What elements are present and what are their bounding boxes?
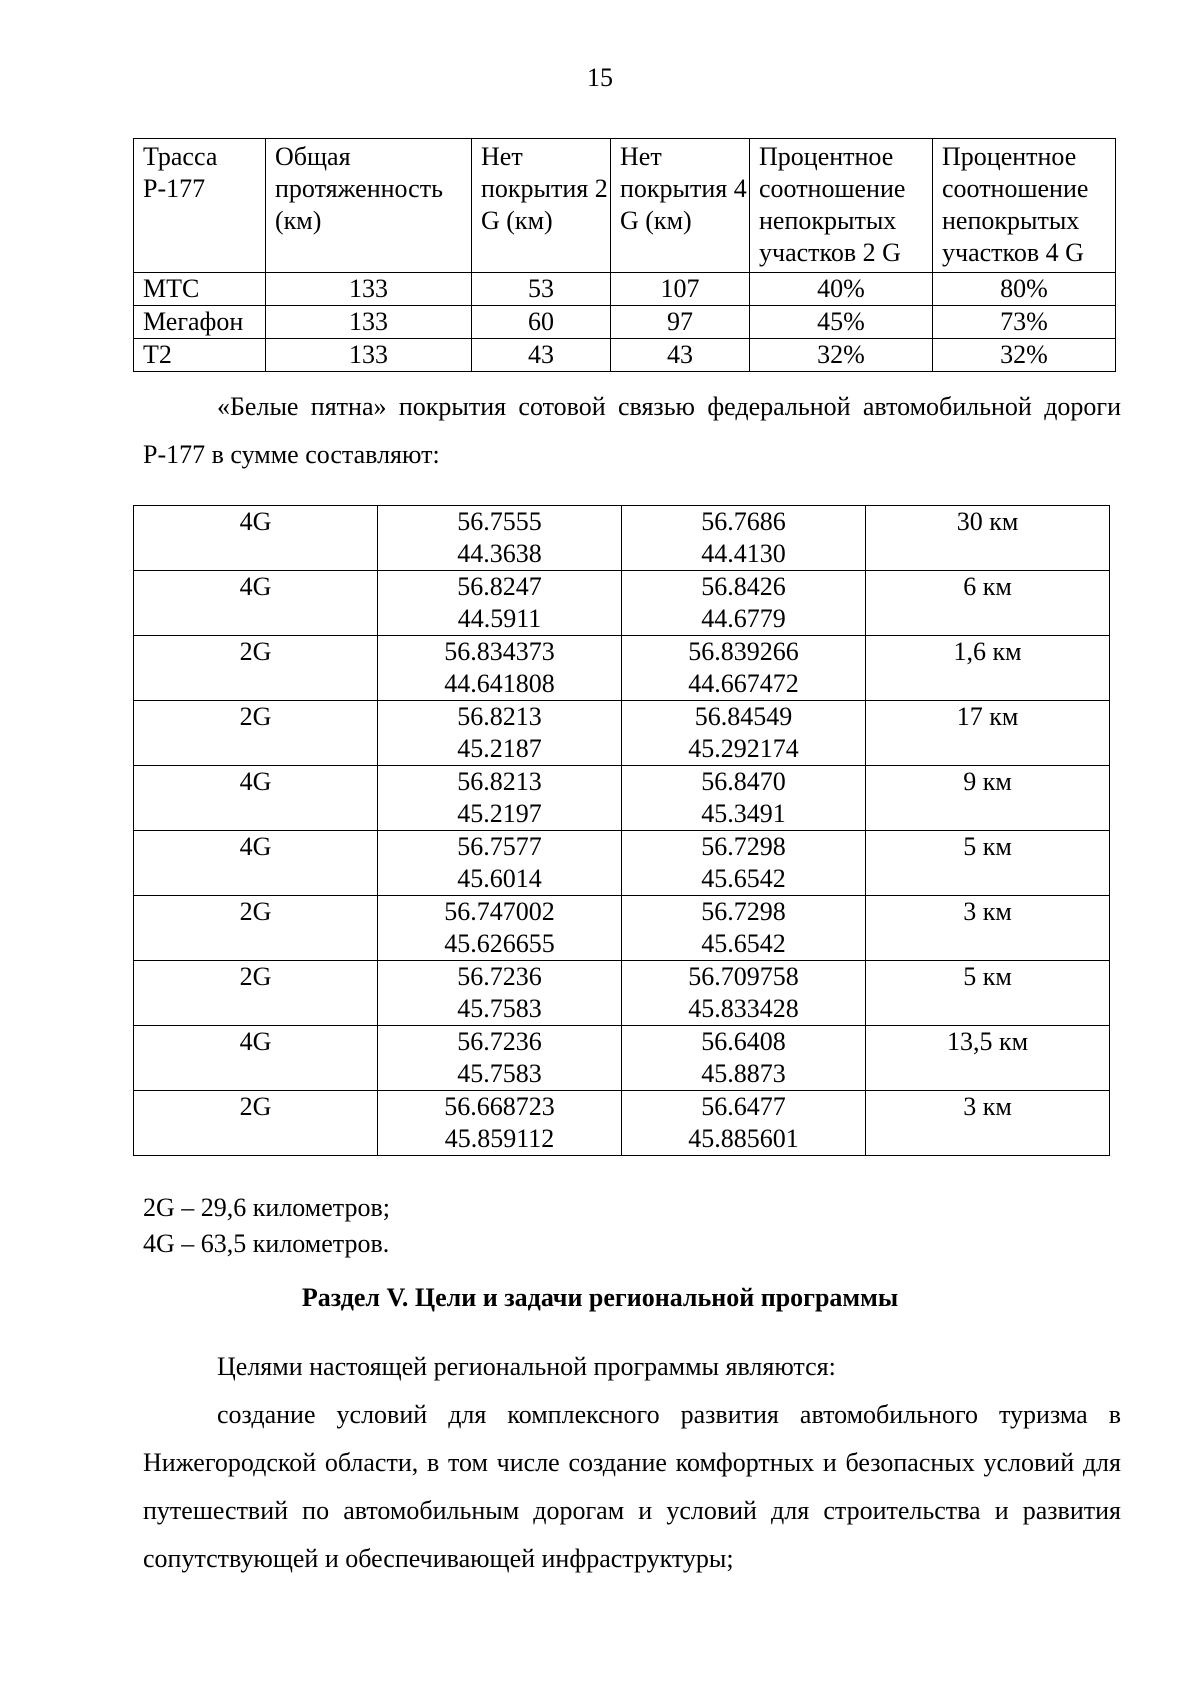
- end-coords-cell: [622, 636, 866, 701]
- end-coords-cell-value: 45.885601: [688, 1124, 799, 1153]
- start-coords-cell-value: 45.626655: [444, 929, 555, 958]
- length-cell-value: 17 км: [956, 702, 1019, 731]
- network-type-cell-value: 4G: [239, 832, 272, 861]
- summary-2g: 2G – 29,6 километров;: [143, 1193, 390, 1222]
- page-number: 15: [587, 63, 613, 92]
- table-row: [134, 831, 1110, 896]
- table-cell: 43: [472, 339, 611, 372]
- start-coords-cell: [378, 831, 622, 896]
- length-cell-value: 9 км: [963, 767, 1012, 796]
- network-type-cell-value: 4G: [239, 1027, 272, 1056]
- start-coords-cell-value: 56.7577: [457, 832, 542, 861]
- network-type-cell: [134, 1091, 378, 1156]
- start-coords-cell-value: 56.7236: [457, 1027, 542, 1056]
- start-coords-cell-value: 56.7236: [457, 962, 542, 991]
- summary-4g: 4G – 63,5 километров.: [143, 1229, 390, 1258]
- start-coords-cell: [378, 506, 622, 571]
- start-coords-cell-value: 44.5911: [457, 604, 542, 633]
- table-cell: 80%: [933, 273, 1116, 306]
- start-coords-cell-value: 45.7583: [457, 1059, 542, 1088]
- start-coords-cell-value: 44.3638: [457, 539, 542, 568]
- header-cell: Нет покрытия 4 G (км): [611, 139, 750, 273]
- start-coords-cell-value: 56.8247: [457, 572, 542, 601]
- header-cell: Процентное соотношение непокрытых участков 2 G: [750, 139, 933, 273]
- end-coords-cell: [622, 831, 866, 896]
- table-cell: 97: [611, 306, 750, 339]
- table-cell: 40%: [750, 273, 933, 306]
- length-cell-value: 6 км: [963, 572, 1012, 601]
- table-row: [134, 961, 1110, 1026]
- network-type-cell-value: 2G: [239, 897, 272, 926]
- goals-intro: Целями настоящей региональной программы являются:: [217, 1352, 836, 1381]
- header-cell: Трасса Р-177: [134, 139, 266, 273]
- start-coords-cell-value: 45.2197: [457, 799, 542, 828]
- table-row: [134, 306, 1116, 339]
- operator-cell: МТС: [134, 273, 266, 306]
- length-cell-value: 30 км: [956, 507, 1019, 536]
- network-type-cell-value: 2G: [239, 962, 272, 991]
- table-header-row: [134, 139, 1116, 273]
- section-title: Раздел V. Цели и задачи региональной программы: [301, 1283, 899, 1312]
- table-cell: 107: [611, 273, 750, 306]
- length-cell-value: 3 км: [963, 1092, 1012, 1121]
- start-coords-cell: [378, 1091, 622, 1156]
- start-coords-cell: [378, 766, 622, 831]
- end-coords-cell-value: 56.839266: [688, 637, 799, 666]
- network-type-cell: [134, 571, 378, 636]
- end-coords-cell: [622, 1091, 866, 1156]
- goal-paragraph: создание условий для комплексного развития автомобильного туризма в Нижегородской области, в том числе создание комфортных и безопасных условий для путешествий по автомобильным дорогам и условий для строительства и развития сопутствующей и обеспечивающей инфраструктуры;: [143, 1400, 1121, 1573]
- operator-cell: Мегафон: [134, 306, 266, 339]
- start-coords-cell-value: 45.2187: [457, 734, 542, 763]
- network-type-cell: [134, 831, 378, 896]
- table-cell: 133: [266, 306, 472, 339]
- start-coords-cell-value: 44.641808: [444, 669, 555, 698]
- end-coords-cell-value: 44.667472: [688, 669, 799, 698]
- table-cell: 43: [611, 339, 750, 372]
- network-type-cell: [134, 896, 378, 961]
- table-row: [134, 339, 1116, 372]
- table-cell: 73%: [933, 306, 1116, 339]
- network-type-cell: [134, 636, 378, 701]
- end-coords-cell: [622, 896, 866, 961]
- start-coords-cell-value: 56.834373: [444, 637, 555, 666]
- end-coords-cell-value: 44.4130: [701, 539, 786, 568]
- table-row: [134, 896, 1110, 961]
- network-type-cell: [134, 1026, 378, 1091]
- table-cell: 45%: [750, 306, 933, 339]
- table-row: [134, 1026, 1110, 1091]
- table-cell: 53: [472, 273, 611, 306]
- start-coords-cell-value: 45.6014: [457, 864, 542, 893]
- length-cell: [866, 961, 1110, 1026]
- end-coords-cell-value: 56.7686: [701, 507, 786, 536]
- end-coords-cell-value: 56.6477: [701, 1092, 786, 1121]
- start-coords-cell-value: 45.859112: [444, 1124, 555, 1153]
- table-row: [134, 636, 1110, 701]
- end-coords-cell-value: 56.7298: [701, 897, 786, 926]
- start-coords-cell: [378, 1026, 622, 1091]
- start-coords-cell-value: 45.7583: [457, 994, 542, 1023]
- start-coords-cell: [378, 636, 622, 701]
- network-type-cell-value: 2G: [239, 637, 272, 666]
- header-cell: Нет покрытия 2 G (км): [472, 139, 611, 273]
- length-cell: [866, 1026, 1110, 1091]
- table-cell: 60: [472, 306, 611, 339]
- header-cell: Общая протяженность (км): [266, 139, 472, 273]
- end-coords-cell-value: 45.833428: [688, 994, 799, 1023]
- table-row: [134, 571, 1110, 636]
- table-row: [134, 701, 1110, 766]
- end-coords-cell-value: 56.709758: [688, 962, 799, 991]
- header-cell: Процентное соотношение непокрытых участков 4 G: [933, 139, 1116, 273]
- end-coords-cell: [622, 701, 866, 766]
- length-cell-value: 13,5 км: [946, 1027, 1029, 1056]
- end-coords-cell-value: 44.6779: [701, 604, 786, 633]
- coverage-stats-table: [133, 138, 1116, 372]
- start-coords-cell-value: 56.8213: [457, 767, 542, 796]
- start-coords-cell: [378, 701, 622, 766]
- start-coords-cell: [378, 571, 622, 636]
- table-row: [134, 766, 1110, 831]
- operator-cell: Т2: [134, 339, 266, 372]
- start-coords-cell: [378, 896, 622, 961]
- network-type-cell-value: 2G: [239, 702, 272, 731]
- end-coords-cell: [622, 961, 866, 1026]
- length-cell: [866, 1091, 1110, 1156]
- end-coords-cell-value: 45.292174: [688, 734, 799, 763]
- end-coords-cell-value: 56.84549: [694, 702, 793, 731]
- end-coords-cell-value: 45.8873: [701, 1059, 786, 1088]
- table-cell: 32%: [933, 339, 1116, 372]
- table-row: [134, 1091, 1110, 1156]
- table-row: [134, 506, 1110, 571]
- length-cell: [866, 701, 1110, 766]
- network-type-cell-value: 4G: [239, 507, 272, 536]
- network-type-cell: [134, 506, 378, 571]
- network-type-cell-value: 2G: [239, 1092, 272, 1121]
- length-cell-value: 1,6 км: [953, 637, 1022, 666]
- table-cell: 133: [266, 273, 472, 306]
- network-type-cell: [134, 766, 378, 831]
- length-cell: [866, 896, 1110, 961]
- end-coords-cell-value: 56.8426: [701, 572, 786, 601]
- length-cell: [866, 506, 1110, 571]
- network-type-cell: [134, 961, 378, 1026]
- end-coords-cell: [622, 571, 866, 636]
- length-cell-value: 5 км: [963, 832, 1012, 861]
- length-cell: [866, 831, 1110, 896]
- network-type-cell-value: 4G: [239, 572, 272, 601]
- table-row: [134, 273, 1116, 306]
- start-coords-cell-value: 56.7555: [457, 507, 542, 536]
- end-coords-cell: [622, 766, 866, 831]
- end-coords-cell-value: 56.6408: [701, 1027, 786, 1056]
- coverage-gaps-table: [133, 505, 1110, 1156]
- start-coords-cell: [378, 961, 622, 1026]
- length-cell: [866, 766, 1110, 831]
- length-cell: [866, 636, 1110, 701]
- table-cell: 32%: [750, 339, 933, 372]
- end-coords-cell: [622, 1026, 866, 1091]
- start-coords-cell-value: 56.668723: [444, 1092, 555, 1121]
- end-coords-cell-value: 56.7298: [701, 832, 786, 861]
- start-coords-cell-value: 56.8213: [457, 702, 542, 731]
- end-coords-cell-value: 56.8470: [701, 767, 786, 796]
- end-coords-cell-value: 45.6542: [701, 864, 786, 893]
- table-cell: 133: [266, 339, 472, 372]
- network-type-cell: [134, 701, 378, 766]
- length-cell-value: 3 км: [963, 897, 1012, 926]
- length-cell-value: 5 км: [963, 962, 1012, 991]
- network-type-cell-value: 4G: [239, 767, 272, 796]
- end-coords-cell-value: 45.6542: [701, 929, 786, 958]
- intro-paragraph: «Белые пятна» покрытия сотовой связью федеральной автомобильной дороги Р-177 в сумме составляют:: [143, 392, 1121, 469]
- end-coords-cell: [622, 506, 866, 571]
- length-cell: [866, 571, 1110, 636]
- start-coords-cell-value: 56.747002: [444, 897, 555, 926]
- end-coords-cell-value: 45.3491: [701, 799, 786, 828]
